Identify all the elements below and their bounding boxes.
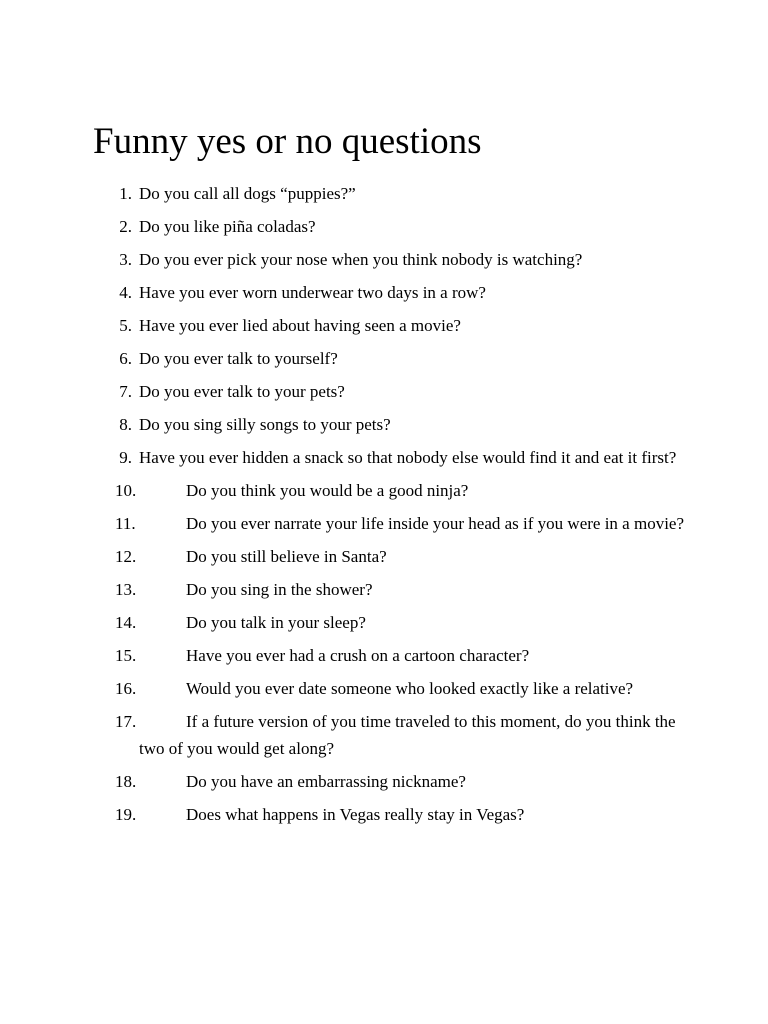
item-number: 9. <box>119 448 132 467</box>
item-text: Do you still believe in Santa? <box>186 547 387 566</box>
item-text: Do you ever pick your nose when you think nobody is watching? <box>139 250 583 269</box>
list-item <box>0 279 768 306</box>
item-text: Do you ever talk to yourself? <box>139 349 338 368</box>
item-text: Have you ever had a crush on a cartoon character? <box>186 646 530 665</box>
item-text: Do you like piña coladas? <box>139 217 316 236</box>
question-list <box>0 180 768 834</box>
item-text: Do you sing in the shower? <box>186 580 373 599</box>
item-number: 16. <box>115 679 137 698</box>
item-text: Do you call all dogs “puppies?” <box>139 184 356 203</box>
item-text: Do you ever talk to your pets? <box>139 382 345 401</box>
item-text: Have you ever worn underwear two days in a row? <box>139 283 486 302</box>
item-number: 1. <box>119 184 132 203</box>
item-number: 14. <box>115 613 137 632</box>
item-number: 2. <box>119 217 132 236</box>
list-item <box>0 477 768 504</box>
item-number: 3. <box>119 250 132 269</box>
page-title: Funny yes or no questions <box>93 121 482 162</box>
item-number: 18. <box>115 772 137 792</box>
item-text: Do you think you would be a good ninja? <box>186 481 469 500</box>
item-text: Have you ever lied about having seen a movie? <box>139 316 461 335</box>
list-item <box>0 378 768 405</box>
item-number: 15. <box>115 646 137 665</box>
list-item <box>0 609 768 636</box>
item-text: If a future version of you time traveled to this moment, do you think the two of you would get along? <box>139 712 676 759</box>
item-text: Does what happens in Vegas really stay in Vegas? <box>186 805 525 825</box>
item-number: 17. <box>115 712 137 731</box>
list-item <box>0 768 768 795</box>
list-item <box>0 801 768 828</box>
list-item <box>0 345 768 372</box>
item-number: 11. <box>115 514 136 533</box>
list-item <box>0 510 768 537</box>
item-text: Do you have an embarrassing nickname? <box>186 772 466 792</box>
item-number: 12. <box>115 547 137 566</box>
item-number: 7. <box>119 382 132 401</box>
item-text: Do you talk in your sleep? <box>186 613 366 632</box>
item-number: 10. <box>115 481 137 500</box>
list-item <box>0 708 768 763</box>
item-number: 6. <box>119 349 132 368</box>
list-item <box>0 675 768 702</box>
list-item <box>0 642 768 669</box>
list-item <box>0 576 768 603</box>
item-text: Do you sing silly songs to your pets? <box>139 415 391 434</box>
item-number: 19. <box>115 805 137 825</box>
list-item <box>0 444 768 471</box>
item-number: 8. <box>119 415 132 434</box>
item-text: Do you ever narrate your life inside your head as if you were in a movie? <box>186 514 685 533</box>
item-text: Have you ever hidden a snack so that nobody else would find it and eat it first? <box>139 448 677 467</box>
list-item <box>0 543 768 570</box>
item-number: 5. <box>119 316 132 335</box>
item-number: 13. <box>115 580 137 599</box>
list-item <box>0 213 768 240</box>
list-item <box>0 312 768 339</box>
item-number: 4. <box>119 283 132 302</box>
item-text: Would you ever date someone who looked exactly like a relative? <box>186 679 634 698</box>
list-item <box>0 180 768 207</box>
list-item <box>0 411 768 438</box>
list-item <box>0 246 768 273</box>
